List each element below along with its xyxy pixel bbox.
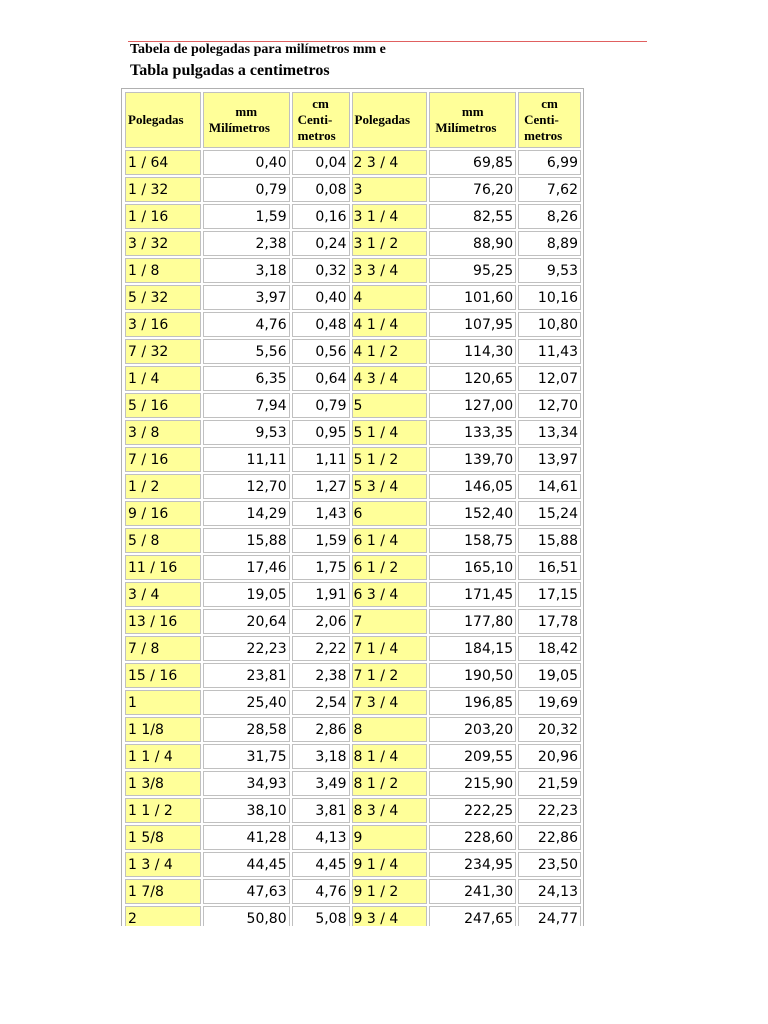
header-cm-bottom: metros — [297, 128, 336, 143]
inches-cell-2: 7 1 / 2 — [352, 663, 428, 688]
inches-cell: 1 / 16 — [125, 204, 201, 229]
inches-cell: 1 5/8 — [125, 825, 201, 850]
table-row — [125, 177, 581, 202]
cm-cell: 2,38 — [292, 663, 350, 688]
inches-cell-2: 4 1 / 2 — [352, 339, 428, 364]
mm-cell: 20,64 — [203, 609, 290, 634]
mm-cell: 6,35 — [203, 366, 290, 391]
cm-cell: 0,79 — [292, 393, 350, 418]
inches-cell-2: 5 — [352, 393, 428, 418]
table-row — [125, 582, 581, 607]
inches-cell-2: 6 1 / 2 — [352, 555, 428, 580]
cm-cell-2: 6,99 — [518, 150, 581, 175]
table-row — [125, 690, 581, 715]
mm-cell-2: 127,00 — [429, 393, 516, 418]
inches-cell: 1 1/8 — [125, 717, 201, 742]
inches-cell: 2 — [125, 906, 201, 926]
inches-cell: 3 / 32 — [125, 231, 201, 256]
cm-cell: 1,27 — [292, 474, 350, 499]
inches-cell-2: 3 3 / 4 — [352, 258, 428, 283]
inches-cell-2: 6 3 / 4 — [352, 582, 428, 607]
header-cm-mid: Centi- — [297, 112, 333, 127]
header-row — [125, 92, 581, 148]
table-row — [125, 285, 581, 310]
inches-cell: 1 3/8 — [125, 771, 201, 796]
mm-cell: 19,05 — [203, 582, 290, 607]
inches-cell-2: 3 1 / 2 — [352, 231, 428, 256]
inches-cell: 1 / 8 — [125, 258, 201, 283]
table-row — [125, 636, 581, 661]
inches-cell-2: 4 3 / 4 — [352, 366, 428, 391]
mm-cell-2: 241,30 — [429, 879, 516, 904]
mm-cell-2: 247,65 — [429, 906, 516, 926]
header-cm — [292, 92, 350, 148]
inches-cell-2: 4 1 / 4 — [352, 312, 428, 337]
mm-cell-2: 139,70 — [429, 447, 516, 472]
cm-cell: 0,56 — [292, 339, 350, 364]
table-row — [125, 771, 581, 796]
mm-cell: 2,38 — [203, 231, 290, 256]
inches-cell-2: 7 3 / 4 — [352, 690, 428, 715]
mm-cell-2: 82,55 — [429, 204, 516, 229]
cm-cell-2: 14,61 — [518, 474, 581, 499]
table-row — [125, 474, 581, 499]
mm-cell-2: 228,60 — [429, 825, 516, 850]
mm-cell: 12,70 — [203, 474, 290, 499]
header-cm-mid-2: Centi- — [524, 112, 559, 127]
mm-cell-2: 133,35 — [429, 420, 516, 445]
header-cm-bottom-2: metros — [524, 128, 563, 143]
cm-cell: 3,49 — [292, 771, 350, 796]
cm-cell-2: 9,53 — [518, 258, 581, 283]
inches-cell: 1 — [125, 690, 201, 715]
mm-cell: 41,28 — [203, 825, 290, 850]
table-row — [125, 501, 581, 526]
inches-cell-2: 2 3 / 4 — [352, 150, 428, 175]
cm-cell-2: 12,07 — [518, 366, 581, 391]
inches-cell: 1 / 2 — [125, 474, 201, 499]
cm-cell: 1,11 — [292, 447, 350, 472]
inches-cell-2: 9 1 / 2 — [352, 879, 428, 904]
mm-cell-2: 171,45 — [429, 582, 516, 607]
cm-cell-2: 10,16 — [518, 285, 581, 310]
mm-cell-2: 209,55 — [429, 744, 516, 769]
table-row — [125, 798, 581, 823]
inches-cell: 11 / 16 — [125, 555, 201, 580]
table-row — [125, 555, 581, 580]
mm-cell-2: 190,50 — [429, 663, 516, 688]
header-inches: Polegadas — [125, 92, 201, 148]
mm-cell: 44,45 — [203, 852, 290, 877]
inches-cell: 5 / 16 — [125, 393, 201, 418]
header-inches-2: Polegadas — [352, 92, 428, 148]
cm-cell-2: 19,05 — [518, 663, 581, 688]
mm-cell: 3,18 — [203, 258, 290, 283]
cm-cell: 3,81 — [292, 798, 350, 823]
table-row — [125, 609, 581, 634]
cm-cell: 0,24 — [292, 231, 350, 256]
mm-cell: 22,23 — [203, 636, 290, 661]
inches-cell-2: 7 1 / 4 — [352, 636, 428, 661]
cm-cell: 0,48 — [292, 312, 350, 337]
cm-cell-2: 10,80 — [518, 312, 581, 337]
cm-cell: 4,45 — [292, 852, 350, 877]
header-mm-bottom-2: Milímetros — [435, 120, 497, 135]
inches-cell-2: 7 — [352, 609, 428, 634]
cm-cell-2: 18,42 — [518, 636, 581, 661]
inches-cell-2: 8 3 / 4 — [352, 798, 428, 823]
inches-cell: 5 / 32 — [125, 285, 201, 310]
header-cm-top-2: cm — [541, 96, 558, 111]
table-row — [125, 312, 581, 337]
cm-cell: 1,91 — [292, 582, 350, 607]
header-cm-2 — [518, 92, 581, 148]
conversion-table-frame — [121, 88, 584, 926]
cm-cell-2: 23,50 — [518, 852, 581, 877]
mm-cell-2: 158,75 — [429, 528, 516, 553]
inches-cell-2: 9 — [352, 825, 428, 850]
table-row — [125, 366, 581, 391]
mm-cell-2: 222,25 — [429, 798, 516, 823]
mm-cell: 5,56 — [203, 339, 290, 364]
inches-cell: 1 7/8 — [125, 879, 201, 904]
cm-cell-2: 13,34 — [518, 420, 581, 445]
inches-cell: 7 / 32 — [125, 339, 201, 364]
mm-cell-2: 88,90 — [429, 231, 516, 256]
inches-cell-2: 5 3 / 4 — [352, 474, 428, 499]
table-row — [125, 339, 581, 364]
inches-cell-2: 8 — [352, 717, 428, 742]
cm-cell: 0,04 — [292, 150, 350, 175]
cm-cell-2: 15,24 — [518, 501, 581, 526]
mm-cell: 3,97 — [203, 285, 290, 310]
inches-cell: 1 3 / 4 — [125, 852, 201, 877]
conversion-table — [123, 90, 583, 926]
inches-cell: 7 / 16 — [125, 447, 201, 472]
cm-cell-2: 11,43 — [518, 339, 581, 364]
mm-cell-2: 120,65 — [429, 366, 516, 391]
mm-cell-2: 95,25 — [429, 258, 516, 283]
inches-cell: 5 / 8 — [125, 528, 201, 553]
table-row — [125, 393, 581, 418]
table-row — [125, 420, 581, 445]
mm-cell: 7,94 — [203, 393, 290, 418]
header-mm-top-2: mm — [461, 104, 484, 119]
cm-cell-2: 24,13 — [518, 879, 581, 904]
cm-cell-2: 17,78 — [518, 609, 581, 634]
cm-cell: 2,22 — [292, 636, 350, 661]
cm-cell: 0,08 — [292, 177, 350, 202]
mm-cell: 14,29 — [203, 501, 290, 526]
cm-cell: 3,18 — [292, 744, 350, 769]
mm-cell: 1,59 — [203, 204, 290, 229]
table-body — [125, 150, 581, 926]
table-row — [125, 744, 581, 769]
cm-cell-2: 12,70 — [518, 393, 581, 418]
cm-cell: 1,43 — [292, 501, 350, 526]
cm-cell: 4,76 — [292, 879, 350, 904]
cm-cell: 1,59 — [292, 528, 350, 553]
cm-cell: 2,06 — [292, 609, 350, 634]
inches-cell: 1 / 64 — [125, 150, 201, 175]
mm-cell: 15,88 — [203, 528, 290, 553]
cm-cell: 1,75 — [292, 555, 350, 580]
inches-cell: 3 / 4 — [125, 582, 201, 607]
inches-cell: 1 / 4 — [125, 366, 201, 391]
table-row — [125, 852, 581, 877]
cm-cell-2: 7,62 — [518, 177, 581, 202]
mm-cell-2: 177,80 — [429, 609, 516, 634]
inches-cell-2: 3 — [352, 177, 428, 202]
table-row — [125, 150, 581, 175]
mm-cell-2: 114,30 — [429, 339, 516, 364]
inches-cell-2: 8 1 / 4 — [352, 744, 428, 769]
page-title: Tabela de polegadas para milímetros mm e — [130, 42, 386, 57]
inches-cell-2: 3 1 / 4 — [352, 204, 428, 229]
table-row — [125, 717, 581, 742]
mm-cell: 47,63 — [203, 879, 290, 904]
mm-cell: 17,46 — [203, 555, 290, 580]
header-mm-top: mm — [235, 104, 258, 119]
table-row — [125, 231, 581, 256]
mm-cell-2: 184,15 — [429, 636, 516, 661]
table-row — [125, 879, 581, 904]
inches-cell-2: 6 — [352, 501, 428, 526]
inches-cell: 9 / 16 — [125, 501, 201, 526]
mm-cell-2: 76,20 — [429, 177, 516, 202]
mm-cell: 0,40 — [203, 150, 290, 175]
inches-cell: 1 1 / 2 — [125, 798, 201, 823]
mm-cell-2: 69,85 — [429, 150, 516, 175]
mm-cell-2: 165,10 — [429, 555, 516, 580]
table-row — [125, 447, 581, 472]
cm-cell: 0,32 — [292, 258, 350, 283]
mm-cell-2: 215,90 — [429, 771, 516, 796]
cm-cell-2: 19,69 — [518, 690, 581, 715]
cm-cell-2: 8,89 — [518, 231, 581, 256]
mm-cell: 38,10 — [203, 798, 290, 823]
mm-cell: 31,75 — [203, 744, 290, 769]
cm-cell: 0,40 — [292, 285, 350, 310]
inches-cell: 1 / 32 — [125, 177, 201, 202]
mm-cell: 4,76 — [203, 312, 290, 337]
mm-cell: 28,58 — [203, 717, 290, 742]
header-mm — [203, 92, 290, 148]
mm-cell-2: 152,40 — [429, 501, 516, 526]
cm-cell: 0,16 — [292, 204, 350, 229]
mm-cell: 0,79 — [203, 177, 290, 202]
inches-cell-2: 5 1 / 2 — [352, 447, 428, 472]
inches-cell: 3 / 16 — [125, 312, 201, 337]
header-cm-top: cm — [312, 96, 329, 111]
mm-cell-2: 234,95 — [429, 852, 516, 877]
inches-cell: 13 / 16 — [125, 609, 201, 634]
inches-cell-2: 4 — [352, 285, 428, 310]
cm-cell-2: 21,59 — [518, 771, 581, 796]
cm-cell: 4,13 — [292, 825, 350, 850]
cm-cell: 0,64 — [292, 366, 350, 391]
inches-cell: 7 / 8 — [125, 636, 201, 661]
cm-cell: 2,86 — [292, 717, 350, 742]
cm-cell-2: 15,88 — [518, 528, 581, 553]
mm-cell-2: 196,85 — [429, 690, 516, 715]
table-row — [125, 906, 581, 926]
cm-cell: 2,54 — [292, 690, 350, 715]
cm-cell: 5,08 — [292, 906, 350, 926]
table-row — [125, 258, 581, 283]
cm-cell-2: 8,26 — [518, 204, 581, 229]
inches-cell: 1 1 / 4 — [125, 744, 201, 769]
table-row — [125, 825, 581, 850]
inches-cell: 15 / 16 — [125, 663, 201, 688]
mm-cell: 34,93 — [203, 771, 290, 796]
cm-cell-2: 13,97 — [518, 447, 581, 472]
inches-cell-2: 9 3 / 4 — [352, 906, 428, 926]
page-subtitle: Tabla pulgadas a centimetros — [130, 62, 330, 79]
inches-cell: 3 / 8 — [125, 420, 201, 445]
cm-cell-2: 20,96 — [518, 744, 581, 769]
mm-cell: 11,11 — [203, 447, 290, 472]
table-row — [125, 204, 581, 229]
cm-cell-2: 24,77 — [518, 906, 581, 926]
header-mm-2 — [429, 92, 516, 148]
cm-cell: 0,95 — [292, 420, 350, 445]
mm-cell: 25,40 — [203, 690, 290, 715]
mm-cell: 23,81 — [203, 663, 290, 688]
mm-cell-2: 146,05 — [429, 474, 516, 499]
table-row — [125, 663, 581, 688]
cm-cell-2: 22,86 — [518, 825, 581, 850]
table-row — [125, 528, 581, 553]
inches-cell-2: 6 1 / 4 — [352, 528, 428, 553]
inches-cell-2: 8 1 / 2 — [352, 771, 428, 796]
inches-cell-2: 9 1 / 4 — [352, 852, 428, 877]
mm-cell-2: 101,60 — [429, 285, 516, 310]
cm-cell-2: 22,23 — [518, 798, 581, 823]
cm-cell-2: 20,32 — [518, 717, 581, 742]
mm-cell-2: 107,95 — [429, 312, 516, 337]
cm-cell-2: 17,15 — [518, 582, 581, 607]
mm-cell: 9,53 — [203, 420, 290, 445]
inches-cell-2: 5 1 / 4 — [352, 420, 428, 445]
mm-cell-2: 203,20 — [429, 717, 516, 742]
mm-cell: 50,80 — [203, 906, 290, 926]
header-mm-bottom: Milímetros — [208, 120, 270, 135]
cm-cell-2: 16,51 — [518, 555, 581, 580]
